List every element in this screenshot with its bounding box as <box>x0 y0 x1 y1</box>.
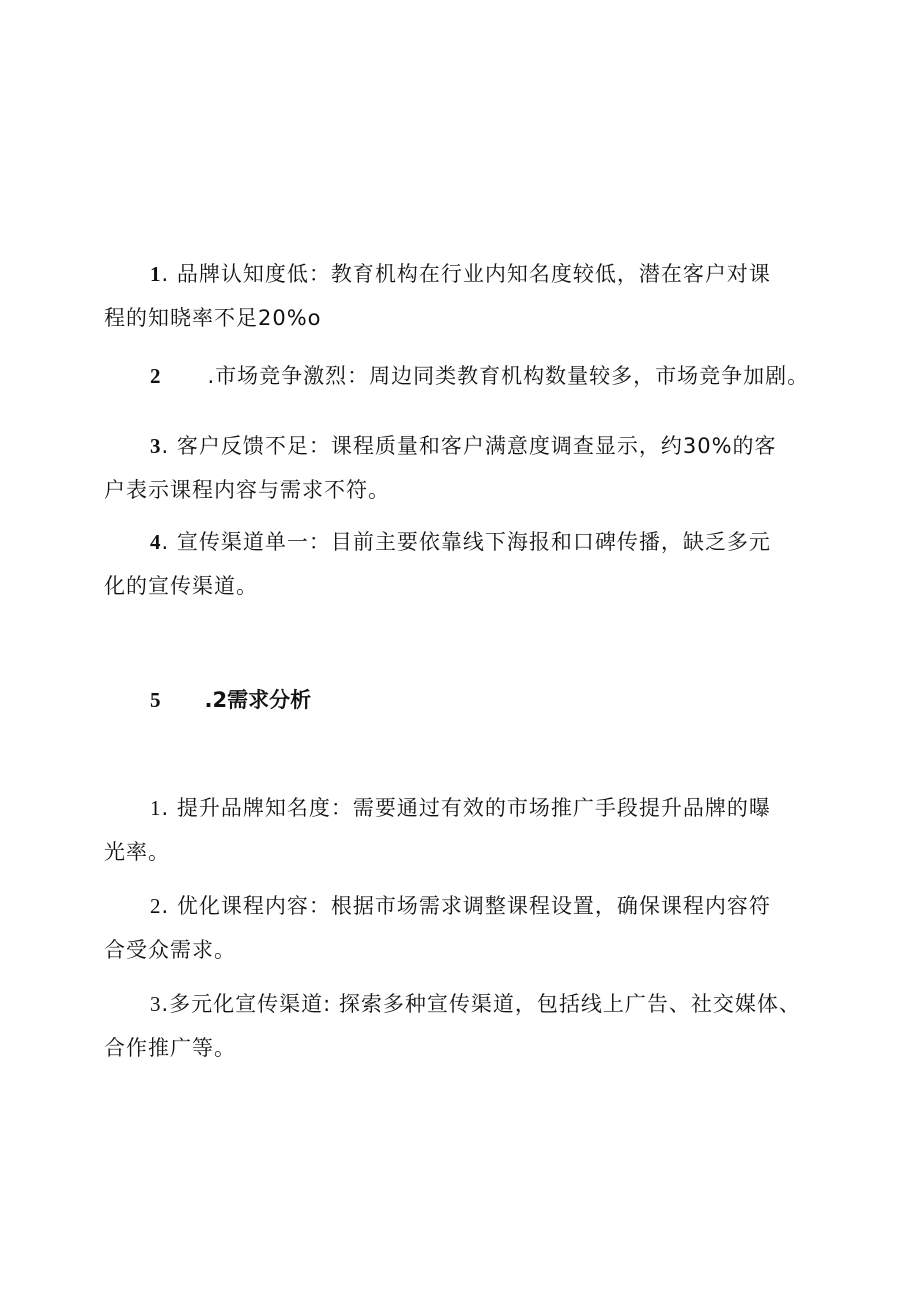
problem-3-text: . 客户反馈不足：课程质量和客户满意度调查显示，约30%的客 <box>161 434 777 458</box>
problem-1-number: 1 <box>150 262 162 286</box>
need-1-line-1 <box>104 786 816 830</box>
problem-item-3 <box>104 424 816 512</box>
problem-4-line-1 <box>104 520 816 564</box>
need-2-line-1 <box>104 884 816 928</box>
problem-1-line-2: 程的知晓率不足20%o <box>104 306 322 330</box>
section-heading <box>150 682 311 718</box>
problem-2-text: .市场竞争激烈：周边同类教育机构数量较多，市场竞争加剧。 <box>207 364 810 388</box>
need-item-3 <box>104 982 816 1070</box>
problem-3-line-1 <box>104 424 816 468</box>
need-2-text: . 优化课程内容：根据市场需求调整课程设置，确保课程内容符 <box>161 894 771 918</box>
problem-2-line-1 <box>104 354 816 398</box>
problem-item-2 <box>104 354 816 398</box>
need-1-text: . 提升品牌知名度：需要通过有效的市场推广手段提升品牌的曝 <box>161 796 771 820</box>
need-2-number: 2 <box>150 894 162 918</box>
problem-2-number: 2 <box>150 364 162 388</box>
need-3-number: 3 <box>150 992 162 1016</box>
need-1-line-2: 光率。 <box>104 840 170 864</box>
problem-item-1 <box>104 252 816 340</box>
problem-4-number: 4 <box>150 530 162 554</box>
need-3-line-1 <box>104 982 816 1026</box>
need-3-line-2: 合作推广等。 <box>104 1036 236 1060</box>
section-number: 5 <box>150 688 161 712</box>
need-item-2 <box>104 884 816 972</box>
section-title: .2需求分析 <box>204 688 312 712</box>
problem-4-line-2: 化的宣传渠道。 <box>104 574 258 598</box>
problem-item-4 <box>104 520 816 608</box>
problem-4-text: . 宣传渠道单一：目前主要依靠线下海报和口碑传播，缺乏多元 <box>161 530 771 554</box>
need-3-text: .多元化宣传渠道: 探索多种宣传渠道，包括线上广告、社交媒体、 <box>161 992 801 1016</box>
problem-1-line-1 <box>104 252 816 296</box>
problem-1-text: . 品牌认知度低：教育机构在行业内知名度较低，潜在客户对课 <box>161 262 771 286</box>
problem-3-line-2: 户表示课程内容与需求不符。 <box>104 478 390 502</box>
need-1-number: 1 <box>150 796 162 820</box>
need-item-1 <box>104 786 816 874</box>
need-2-line-2: 合受众需求。 <box>104 938 236 962</box>
problem-3-number: 3 <box>150 434 162 458</box>
